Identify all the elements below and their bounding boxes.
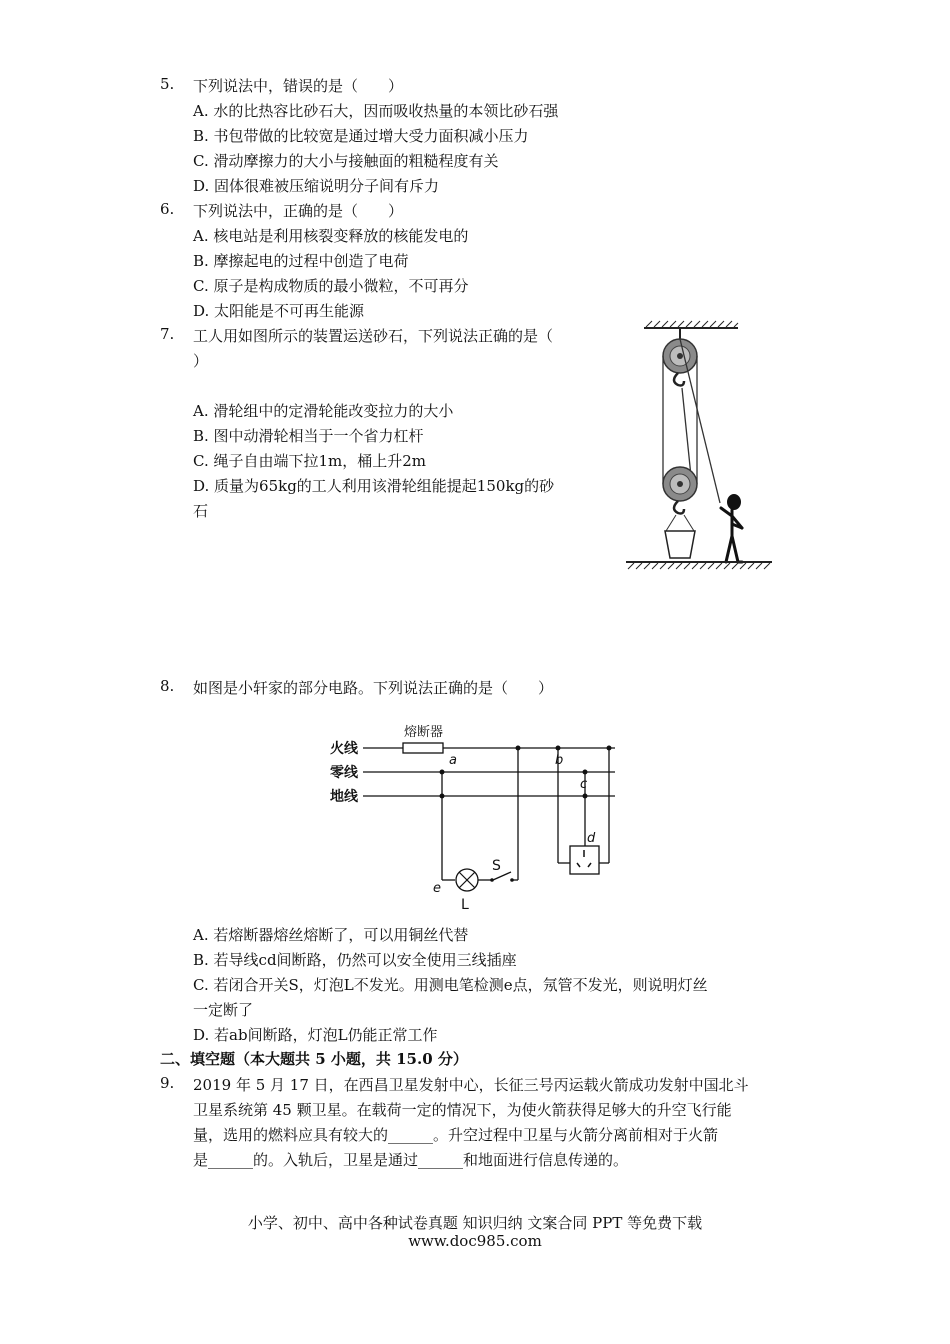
section-heading: 二、填空题（本大题共 5 小题，共 15.0 分） xyxy=(160,1050,468,1068)
q8-option-c: C. 若闭合开关S，灯泡L不发光。用测电笔检测e点，氖管不发光，则说明灯丝 xyxy=(193,976,708,994)
pulley-figure xyxy=(620,318,780,576)
ground-wire-label: 地线 xyxy=(330,789,358,805)
neutral-wire-label: 零线 xyxy=(330,765,358,781)
q8-number: 8. xyxy=(160,677,175,695)
point-d-label: d xyxy=(587,831,596,846)
q6-option-b: B. 摩擦起电的过程中创造了电荷 xyxy=(193,252,409,270)
q6-option-c: C. 原子是构成物质的最小微粒，不可再分 xyxy=(193,277,469,295)
q8-option-a: A. 若熔断器熔丝熔断了，可以用铜丝代替 xyxy=(193,926,469,944)
q5-number: 5. xyxy=(160,75,175,93)
footer-url[interactable]: www.doc985.com xyxy=(408,1232,542,1250)
q8-option-d: D. 若ab间断路，灯泡L仍能正常工作 xyxy=(193,1026,438,1044)
q6-stem: 下列说法中，正确的是（ ） xyxy=(193,202,404,220)
point-e-label: e xyxy=(433,881,441,896)
q8-stem: 如图是小轩家的部分电路。下列说法正确的是（ ） xyxy=(193,679,554,697)
q9-line-2: 卫星系统第 45 颗卫星。在载荷一定的情况下，为使火箭获得足够大的升空飞行能 xyxy=(193,1101,732,1119)
q9-number: 9. xyxy=(160,1074,175,1092)
q9-line-1: 2019 年 5 月 17 日，在西昌卫星发射中心，长征三号丙运载火箭成功发射中国北斗 xyxy=(193,1076,749,1094)
worker xyxy=(721,494,742,562)
point-b-label: b xyxy=(555,753,564,768)
footer-line-1: 小学、初中、高中各种试卷真题 知识归纳 文案合同 PPT 等免费下载 xyxy=(247,1214,703,1232)
q9-line-4: 是______的。入轨后，卫星是通过______和地面进行信息传递的。 xyxy=(193,1151,629,1169)
fuse-label: 熔断器 xyxy=(404,725,444,740)
q7-stem: 工人用如图所示的装置运送砂石，下列说法正确的是（ xyxy=(193,327,554,345)
q5-option-a: A. 水的比热容比砂石大，因而吸收热量的本领比砂石强 xyxy=(193,102,559,120)
lamp-label: L xyxy=(461,897,469,913)
live-wire-label: 火线 xyxy=(330,741,358,757)
q5-option-b: B. 书包带做的比较宽是通过增大受力面积减小压力 xyxy=(193,127,529,145)
q8-option-b: B. 若导线cd间断路，仍然可以安全使用三线插座 xyxy=(193,951,517,969)
q7-option-b: B. 图中动滑轮相当于一个省力杠杆 xyxy=(193,427,424,445)
q5-stem: 下列说法中，错误的是（ ） xyxy=(193,77,404,95)
q6-option-a: A. 核电站是利用核裂变释放的核能发电的 xyxy=(193,227,469,245)
ceiling-hatch xyxy=(644,321,738,328)
q5-option-c: C. 滑动摩擦力的大小与接触面的粗糙程度有关 xyxy=(193,152,499,170)
bucket xyxy=(665,531,695,558)
q7-option-a: A. 滑轮组中的定滑轮能改变拉力的大小 xyxy=(193,402,454,420)
q6-number: 6. xyxy=(160,200,175,218)
q6-option-d: D. 太阳能是不可再生能源 xyxy=(193,302,365,320)
q8-option-c-cont: 一定断了 xyxy=(193,1001,254,1019)
q9-line-3: 量，选用的燃料应具有较大的______。升空过程中卫星与火箭分离前相对于火箭 xyxy=(193,1126,719,1144)
q7-option-d: D. 质量为65kg的工人利用该滑轮组能提起150kg的砂 xyxy=(193,477,555,495)
fixed-pulley-hook xyxy=(674,373,684,386)
point-c-label: c xyxy=(580,777,588,792)
point-a-label: a xyxy=(449,753,457,768)
q7-option-c: C. 绳子自由端下拉1m，桶上升2m xyxy=(193,452,427,470)
switch-label: S xyxy=(492,858,501,874)
fuse xyxy=(403,743,443,753)
ground-hatch xyxy=(626,562,772,569)
q7-option-d-cont: 石 xyxy=(193,502,209,520)
q7-stem-end: ） xyxy=(193,352,209,370)
q5-option-d: D. 固体很难被压缩说明分子间有斥力 xyxy=(193,177,440,195)
circuit-diagram xyxy=(325,718,630,913)
q7-number: 7. xyxy=(160,325,175,343)
